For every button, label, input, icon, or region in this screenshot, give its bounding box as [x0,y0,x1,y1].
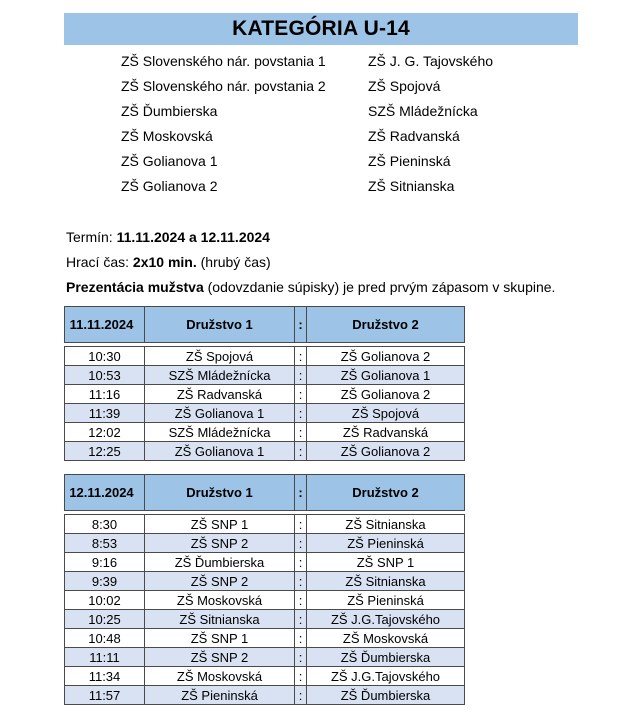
match-team1: ZŠ SNP 2 [145,534,295,553]
match-time: 12:25 [65,442,145,461]
match-team1: ZŠ SNP 1 [145,515,295,534]
team-name: ZŠ Spojová [368,78,441,94]
separator-header: : [295,307,307,343]
team-name: ZŠ Pieninská [368,153,451,169]
match-separator: : [295,553,307,572]
separator-header: : [295,475,307,511]
team-name: ZŠ Ďumbierska [121,103,218,119]
match-team1: ZŠ Ďumbierska [145,553,295,572]
match-team2: ZŠ Sitnianska [307,572,465,591]
team2-header: Družstvo 2 [307,307,465,343]
team-name: ZŠ Moskovská [121,128,213,144]
table-row [65,347,465,366]
match-time: 10:30 [65,347,145,366]
table-date-header: 12.11.2024 [65,475,145,511]
match-team2: ZŠ Pieninská [307,591,465,610]
match-team2: ZŠ Golianova 1 [307,366,465,385]
page-title: KATEGÓRIA U-14 [64,13,578,45]
match-separator: : [295,648,307,667]
match-team1: ZŠ Radvanská [145,385,295,404]
prezentacia-text: (odovzdanie súpisky) je pred prvým zápasom v skupine. [203,279,556,295]
table-row [65,572,465,591]
table-row [65,534,465,553]
team-name: ZŠ Golianova 2 [121,178,218,194]
table-row [65,686,465,705]
match-time: 10:25 [65,610,145,629]
match-separator: : [295,515,307,534]
match-team2: ZŠ Radvanská [307,423,465,442]
match-team1: SZŠ Mládežnícka [145,366,295,385]
team-name: SZŠ Mládežnícka [368,103,478,119]
match-team1: ZŠ Sitnianska [145,610,295,629]
team-name: ZŠ Sitnianska [368,178,455,194]
match-team2: ZŠ Moskovská [307,629,465,648]
match-time: 11:16 [65,385,145,404]
match-team2: ZŠ Golianova 2 [307,385,465,404]
team-name: ZŠ Radvanská [368,128,460,144]
match-team1: ZŠ Moskovská [145,591,295,610]
table-row [65,591,465,610]
table-row [65,515,465,534]
match-separator: : [295,610,307,629]
info-prezentacia [66,279,555,295]
match-team1: ZŠ SNP 2 [145,648,295,667]
match-team2: ZŠ Golianova 2 [307,442,465,461]
info-hraci-cas [66,254,271,270]
termin-label: Termín: [66,229,117,245]
match-team2: ZŠ Sitnianska [307,515,465,534]
team-name: ZŠ Slovenského nár. povstania 1 [121,53,326,69]
match-separator: : [295,385,307,404]
match-separator: : [295,442,307,461]
team-name: ZŠ Slovenského nár. povstania 2 [121,78,326,94]
match-time: 10:48 [65,629,145,648]
cas-note: (hrubý čas) [196,254,271,270]
match-team1: ZŠ SNP 1 [145,629,295,648]
match-team1: ZŠ Golianova 1 [145,404,295,423]
match-team2: ZŠ J.G.Tajovského [307,667,465,686]
team1-header: Družstvo 1 [145,475,295,511]
cas-value: 2x10 min. [132,254,197,270]
team2-header: Družstvo 2 [307,475,465,511]
table-row [65,610,465,629]
match-separator: : [295,534,307,553]
teams-list-left [121,52,326,202]
match-time: 8:30 [65,515,145,534]
match-team2: ZŠ SNP 1 [307,553,465,572]
table-row [65,385,465,404]
match-team1: ZŠ Moskovská [145,667,295,686]
table-row [65,423,465,442]
match-separator: : [295,572,307,591]
table-row [65,442,465,461]
match-separator: : [295,629,307,648]
table-row [65,667,465,686]
match-team2: ZŠ Ďumbierska [307,686,465,705]
termin-value: 11.11.2024 a 12.11.2024 [116,229,270,245]
match-separator: : [295,347,307,366]
match-time: 9:39 [65,572,145,591]
cas-label: Hrací čas: [66,254,133,270]
match-time: 12:02 [65,423,145,442]
schedule-table-day1 [64,306,465,461]
match-team1: ZŠ Golianova 1 [145,442,295,461]
info-termin [66,229,270,245]
match-team2: ZŠ Ďumbierska [307,648,465,667]
table-row [65,404,465,423]
team1-header: Družstvo 1 [145,307,295,343]
table-row [65,629,465,648]
match-team2: ZŠ J.G.Tajovského [307,610,465,629]
team-name: ZŠ Golianova 1 [121,153,218,169]
table-date-header: 11.11.2024 [65,307,145,343]
match-time: 11:57 [65,686,145,705]
match-separator: : [295,423,307,442]
match-separator: : [295,404,307,423]
match-time: 11:11 [65,648,145,667]
table-row [65,648,465,667]
match-time: 10:53 [65,366,145,385]
table-header-row [65,307,465,343]
match-separator: : [295,591,307,610]
table-header-row [65,475,465,511]
match-time: 8:53 [65,534,145,553]
match-team1: ZŠ Spojová [145,347,295,366]
match-separator: : [295,686,307,705]
table-row [65,553,465,572]
match-time: 9:16 [65,553,145,572]
match-time: 11:34 [65,667,145,686]
match-team1: ZŠ Pieninská [145,686,295,705]
prezentacia-bold: Prezentácia mužstva [66,279,204,295]
match-time: 10:02 [65,591,145,610]
match-team2: ZŠ Golianova 2 [307,347,465,366]
match-team1: SZŠ Mládežnícka [145,423,295,442]
match-time: 11:39 [65,404,145,423]
match-team2: ZŠ Spojová [307,404,465,423]
match-team2: ZŠ Pieninská [307,534,465,553]
table-row [65,366,465,385]
match-separator: : [295,366,307,385]
teams-list-right [368,52,493,202]
team-name: ZŠ J. G. Tajovského [368,53,494,69]
match-team1: ZŠ SNP 2 [145,572,295,591]
schedule-table-day2 [64,474,465,705]
match-separator: : [295,667,307,686]
